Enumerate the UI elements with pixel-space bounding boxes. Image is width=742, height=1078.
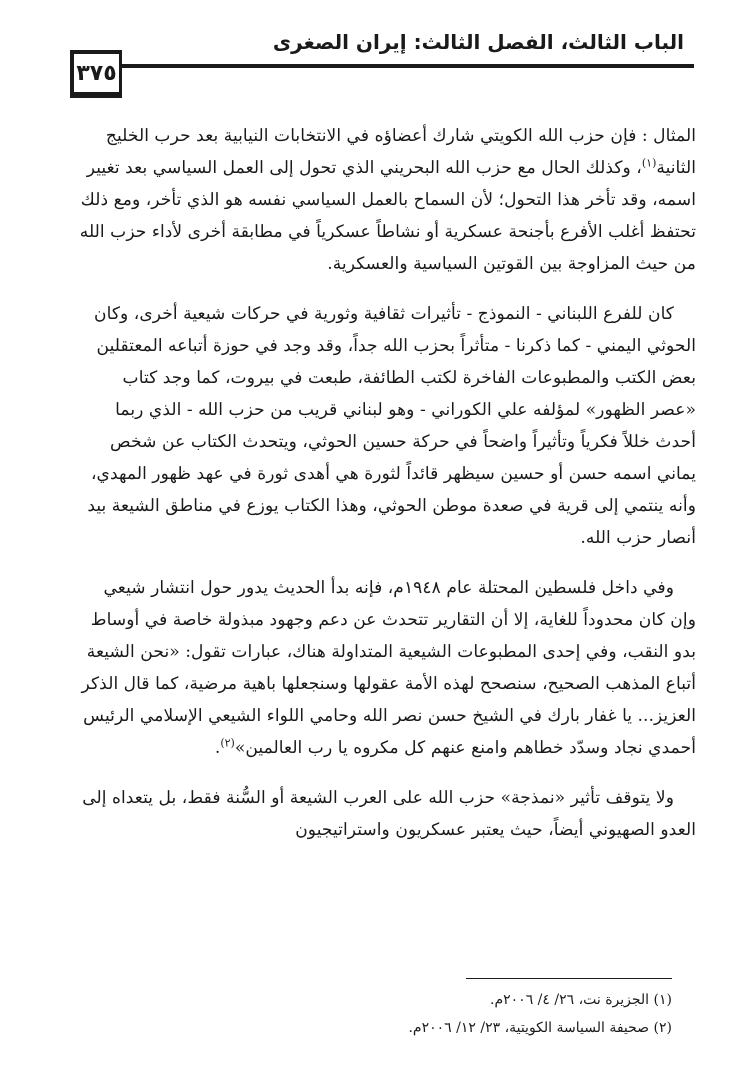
paragraph-text: ، وكذلك الحال مع حزب الله البحريني الذي تحول إلى العمل السياسي بعد تغيير اسمه، وقد تأخر هذا التحول؛ لأن السماح بالعمل السياسي نفسه هو الذي تأخر، ومع ذلك تحتفظ أغلب الأفرع بأجنحة عسكرية أو نشاطاً عسكرياً في مطابقة أخرى لأداء حزب الله من حيث المزاوجة بين القوتين السياسية والعسكرية. (79, 158, 696, 274)
footnote-2: (٢) صحيفة السياسة الكويتية، ٢٣/ ١٢/ ٢٠٠٦م. (408, 1020, 672, 1036)
paragraph-text: كان للفرع اللبناني - النموذج - تأثيرات ثقافية وثورية في حركات شيعية أخرى، وكان الحوثي اليمني - كما ذكرنا - متأثراً بحزب الله جداً، وقد وجد في حوزة أتباعه المعتقلين بعض الكتب والمطبوعات الفاخرة لكتب الطائفة، طبعت في بيروت، كما وجد كتاب «عصر الظهور» لمؤلفه علي الكوراني - وهو لبناني قريب من حزب الله - الذي ربما أحدث خللاً فكرياً وتأثيراً واضحاً في حركة حسين الحوثي، ويتحدث الكتاب عن شخص يماني اسمه حسن أو حسين سيظهر قائداً لثورة هي أهدى ثورة في عهد ظهور المهدي، وأنه ينتمي إلى قرية في صعدة موطن الحوثي، وهذا الكتاب يوزع في مناطق الشيعة بيد أنصار حزب الله. (87, 304, 696, 548)
body-text (76, 120, 696, 864)
paragraph-1 (76, 120, 696, 280)
paragraph-text: وفي داخل فلسطين المحتلة عام ١٩٤٨م، فإنه بدأ الحديث يدور حول انتشار شيعي وإن كان محدوداً للغاية، إلا أن التقارير تتحدث عن دعم وجهود مبذولة خاصة في أوساط بدو النقب، وفي إحدى المطبوعات الشيعية المتداولة هناك، عبارات تقول: «نحن الشيعة أتباع المذهب الصحيح، سنصحح لهذه الأمة عقولها وسنجعلها باهية مرضية، كما قال الذكر العزيز... يا غفار بارك في الشيخ حسن نصر الله وحامي اللواء الشيعي الإسلامي الرئيس أحمدي نجاد وسدّد خطاهم وامنع عنهم كل مكروه يا رب العالمين» (81, 578, 696, 758)
paragraph-text: . (214, 738, 221, 758)
footnotes (200, 986, 672, 1042)
paragraph-3 (76, 572, 696, 764)
paragraph-text: ولا يتوقف تأثير «نمذجة» حزب الله على العرب الشيعة أو السُّنة فقط، بل يتعداه إلى العدو الصهيوني أيضاً، حيث يعتبر عسكريون واستراتيجيون (82, 788, 696, 840)
page-number: ٣٧٥ (70, 50, 122, 98)
footnote-ref: (٢) (220, 736, 235, 750)
footnote-ref: (١) (641, 156, 657, 170)
header-rule (118, 64, 694, 68)
running-header: الباب الثالث، الفصل الثالث: إيران الصغرى (272, 30, 684, 54)
footnote-1: (١) الجزيرة نت، ٢٦/ ٤/ ٢٠٠٦م. (490, 992, 672, 1008)
footnote-rule (466, 978, 672, 979)
paragraph-4 (76, 782, 696, 846)
paragraph-2 (76, 298, 696, 554)
paragraph-text: المثال : فإن حزب الله الكويتي شارك أعضاؤه في الانتخابات النيابية بعد حرب الخليج الثانية (105, 126, 696, 178)
